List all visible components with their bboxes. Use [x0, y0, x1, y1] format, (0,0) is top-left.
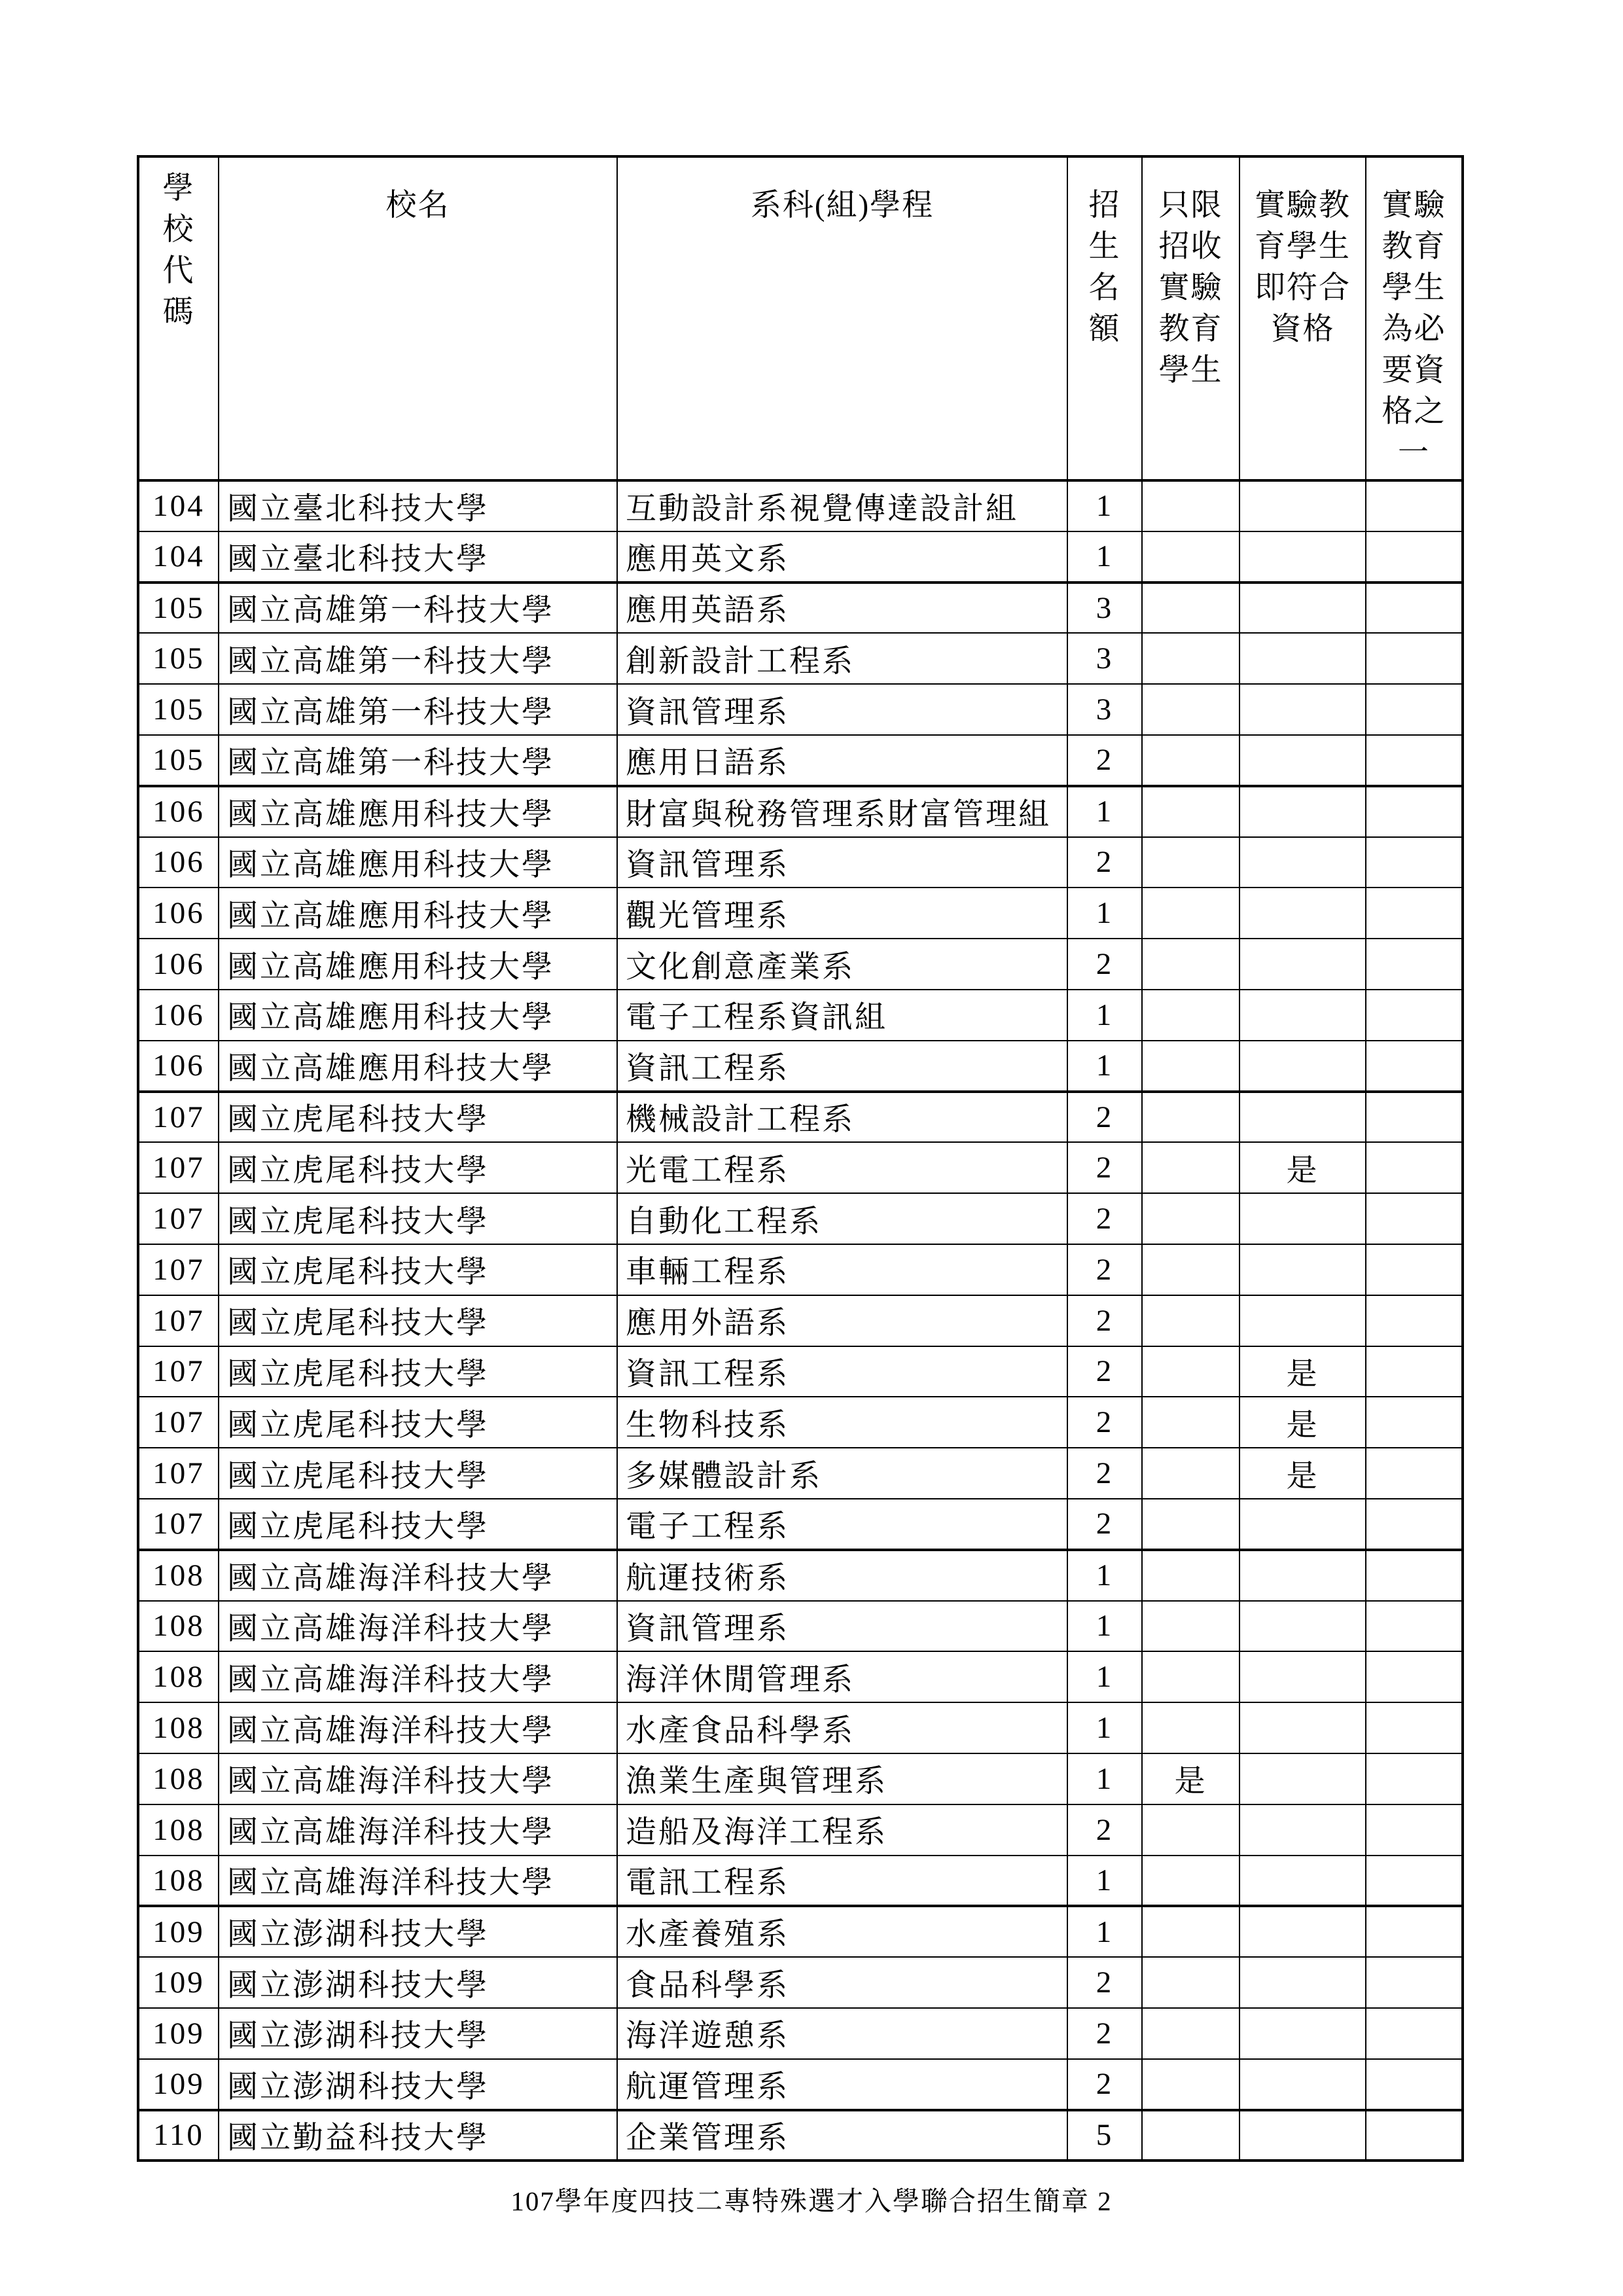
- cell-program: 資訊管理系: [617, 684, 1067, 735]
- cell-quota: 1: [1067, 786, 1142, 837]
- cell-school: 國立高雄應用科技大學: [219, 888, 617, 939]
- cell-exp-qualified: [1240, 1856, 1366, 1907]
- cell-exp-required: [1366, 735, 1463, 786]
- cell-exp-qualified: [1240, 1092, 1366, 1143]
- cell-code: 106: [138, 888, 219, 939]
- cell-exp-qualified: [1240, 1041, 1366, 1092]
- table-row: [138, 990, 1463, 1041]
- cell-exp-required: [1366, 684, 1463, 735]
- cell-only-exp: [1142, 1448, 1240, 1499]
- cell-only-exp: [1142, 1295, 1240, 1346]
- table-row: [138, 1651, 1463, 1702]
- cell-program: 資訊管理系: [617, 1601, 1067, 1652]
- cell-exp-required: [1366, 1346, 1463, 1397]
- cell-quota: 1: [1067, 1702, 1142, 1753]
- cell-exp-qualified: [1240, 1499, 1366, 1550]
- cell-only-exp: [1142, 837, 1240, 888]
- cell-exp-required: [1366, 1448, 1463, 1499]
- table-row: [138, 1244, 1463, 1295]
- cell-exp-qualified: [1240, 2008, 1366, 2059]
- cell-only-exp: [1142, 1499, 1240, 1550]
- cell-exp-qualified: [1240, 1550, 1366, 1601]
- table-row: [138, 1041, 1463, 1092]
- cell-quota: 2: [1067, 1499, 1142, 1550]
- cell-school: 國立高雄海洋科技大學: [219, 1601, 617, 1652]
- cell-exp-qualified: [1240, 1702, 1366, 1753]
- cell-exp-qualified: [1240, 1651, 1366, 1702]
- cell-code: 104: [138, 531, 219, 583]
- cell-quota: 2: [1067, 2008, 1142, 2059]
- header-school-code: 學校代碼: [138, 156, 219, 480]
- cell-program: 應用英語系: [617, 583, 1067, 634]
- cell-exp-qualified: [1240, 2110, 1366, 2161]
- cell-only-exp: [1142, 1651, 1240, 1702]
- header-experimental-required: 實驗教育學生為必要資格之一: [1366, 156, 1463, 480]
- cell-exp-required: [1366, 633, 1463, 684]
- table-row: [138, 1906, 1463, 1957]
- cell-only-exp: [1142, 633, 1240, 684]
- cell-quota: 1: [1067, 1651, 1142, 1702]
- cell-exp-qualified: [1240, 480, 1366, 531]
- cell-exp-qualified: [1240, 1906, 1366, 1957]
- cell-exp-required: [1366, 2110, 1463, 2161]
- cell-quota: 2: [1067, 2059, 1142, 2110]
- table-row: [138, 1856, 1463, 1907]
- cell-program: 文化創意產業系: [617, 939, 1067, 990]
- cell-only-exp: [1142, 786, 1240, 837]
- table-row: [138, 1397, 1463, 1448]
- table-row: [138, 1448, 1463, 1499]
- cell-quota: 1: [1067, 480, 1142, 531]
- table-row: [138, 1346, 1463, 1397]
- cell-school: 國立虎尾科技大學: [219, 1295, 617, 1346]
- table-row: [138, 1499, 1463, 1550]
- cell-exp-required: [1366, 939, 1463, 990]
- cell-school: 國立高雄海洋科技大學: [219, 1702, 617, 1753]
- cell-only-exp: [1142, 888, 1240, 939]
- table-row: [138, 939, 1463, 990]
- cell-program: 互動設計系視覺傳達設計組: [617, 480, 1067, 531]
- table-row: [138, 1702, 1463, 1753]
- cell-school: 國立澎湖科技大學: [219, 1957, 617, 2008]
- cell-school: 國立高雄海洋科技大學: [219, 1651, 617, 1702]
- cell-exp-qualified: [1240, 888, 1366, 939]
- cell-only-exp: [1142, 1702, 1240, 1753]
- cell-school: 國立高雄應用科技大學: [219, 837, 617, 888]
- cell-program: 海洋休閒管理系: [617, 1651, 1067, 1702]
- cell-code: 109: [138, 1906, 219, 1957]
- cell-only-exp: [1142, 1041, 1240, 1092]
- cell-only-exp: [1142, 684, 1240, 735]
- cell-exp-required: [1366, 1702, 1463, 1753]
- cell-exp-qualified: [1240, 1957, 1366, 2008]
- cell-code: 107: [138, 1397, 219, 1448]
- cell-program: 航運管理系: [617, 2059, 1067, 2110]
- cell-only-exp: [1142, 1601, 1240, 1652]
- cell-exp-qualified: [1240, 1295, 1366, 1346]
- cell-program: 生物科技系: [617, 1397, 1067, 1448]
- cell-school: 國立高雄應用科技大學: [219, 939, 617, 990]
- cell-exp-required: [1366, 1092, 1463, 1143]
- header-program: 系科(組)學程: [617, 156, 1067, 480]
- cell-school: 國立高雄第一科技大學: [219, 583, 617, 634]
- cell-only-exp: [1142, 1957, 1240, 2008]
- cell-only-exp: [1142, 1906, 1240, 1957]
- cell-quota: 1: [1067, 990, 1142, 1041]
- cell-exp-required: [1366, 480, 1463, 531]
- cell-program: 資訊工程系: [617, 1346, 1067, 1397]
- cell-only-exp: [1142, 583, 1240, 634]
- table-row: [138, 1957, 1463, 2008]
- cell-exp-required: [1366, 837, 1463, 888]
- cell-quota: 1: [1067, 531, 1142, 583]
- cell-quota: 3: [1067, 583, 1142, 634]
- cell-code: 105: [138, 684, 219, 735]
- cell-code: 109: [138, 2008, 219, 2059]
- table-row: [138, 531, 1463, 583]
- cell-program: 應用日語系: [617, 735, 1067, 786]
- cell-school: 國立高雄第一科技大學: [219, 684, 617, 735]
- cell-exp-qualified: 是: [1240, 1397, 1366, 1448]
- cell-exp-qualified: [1240, 633, 1366, 684]
- cell-program: 水產食品科學系: [617, 1702, 1067, 1753]
- cell-exp-qualified: [1240, 939, 1366, 990]
- cell-code: 110: [138, 2110, 219, 2161]
- cell-exp-required: [1366, 1295, 1463, 1346]
- cell-school: 國立高雄海洋科技大學: [219, 1753, 617, 1804]
- table-row: [138, 735, 1463, 786]
- table-row: [138, 1193, 1463, 1244]
- cell-quota: 2: [1067, 735, 1142, 786]
- cell-quota: 2: [1067, 1448, 1142, 1499]
- cell-exp-qualified: 是: [1240, 1142, 1366, 1193]
- cell-only-exp: [1142, 1092, 1240, 1143]
- cell-quota: 2: [1067, 939, 1142, 990]
- cell-code: 108: [138, 1651, 219, 1702]
- cell-code: 105: [138, 583, 219, 634]
- cell-quota: 2: [1067, 1244, 1142, 1295]
- table-row: [138, 2059, 1463, 2110]
- cell-only-exp: 是: [1142, 1753, 1240, 1804]
- cell-code: 108: [138, 1601, 219, 1652]
- cell-exp-required: [1366, 1804, 1463, 1856]
- cell-school: 國立臺北科技大學: [219, 480, 617, 531]
- cell-quota: 1: [1067, 1856, 1142, 1907]
- cell-only-exp: [1142, 2110, 1240, 2161]
- cell-school: 國立高雄海洋科技大學: [219, 1550, 617, 1601]
- cell-exp-required: [1366, 786, 1463, 837]
- cell-exp-qualified: [1240, 735, 1366, 786]
- cell-program: 水產養殖系: [617, 1906, 1067, 1957]
- cell-quota: 1: [1067, 1906, 1142, 1957]
- cell-program: 資訊管理系: [617, 837, 1067, 888]
- cell-quota: 2: [1067, 837, 1142, 888]
- table-row: [138, 1092, 1463, 1143]
- cell-program: 創新設計工程系: [617, 633, 1067, 684]
- cell-school: 國立勤益科技大學: [219, 2110, 617, 2161]
- cell-code: 107: [138, 1499, 219, 1550]
- cell-quota: 2: [1067, 1193, 1142, 1244]
- cell-school: 國立虎尾科技大學: [219, 1448, 617, 1499]
- cell-exp-qualified: [1240, 684, 1366, 735]
- cell-code: 109: [138, 2059, 219, 2110]
- cell-code: 107: [138, 1142, 219, 1193]
- cell-school: 國立高雄海洋科技大學: [219, 1804, 617, 1856]
- cell-program: 財富與稅務管理系財富管理組: [617, 786, 1067, 837]
- cell-exp-qualified: [1240, 583, 1366, 634]
- cell-program: 漁業生產與管理系: [617, 1753, 1067, 1804]
- table-row: [138, 2110, 1463, 2161]
- cell-quota: 1: [1067, 1753, 1142, 1804]
- table-row: [138, 2008, 1463, 2059]
- cell-quota: 3: [1067, 684, 1142, 735]
- table-row: [138, 583, 1463, 634]
- cell-code: 109: [138, 1957, 219, 2008]
- cell-exp-required: [1366, 1856, 1463, 1907]
- cell-program: 應用外語系: [617, 1295, 1067, 1346]
- cell-exp-qualified: [1240, 1804, 1366, 1856]
- cell-only-exp: [1142, 1397, 1240, 1448]
- cell-quota: 2: [1067, 1804, 1142, 1856]
- cell-quota: 5: [1067, 2110, 1142, 2161]
- cell-exp-required: [1366, 1397, 1463, 1448]
- cell-exp-qualified: 是: [1240, 1448, 1366, 1499]
- cell-exp-required: [1366, 1753, 1463, 1804]
- table-row: [138, 1295, 1463, 1346]
- cell-school: 國立澎湖科技大學: [219, 1906, 617, 1957]
- cell-exp-qualified: [1240, 1601, 1366, 1652]
- cell-quota: 2: [1067, 1346, 1142, 1397]
- header-row: [138, 156, 1463, 480]
- cell-school: 國立澎湖科技大學: [219, 2059, 617, 2110]
- cell-only-exp: [1142, 1346, 1240, 1397]
- cell-exp-qualified: [1240, 1244, 1366, 1295]
- header-quota: 招生名額: [1067, 156, 1142, 480]
- cell-program: 資訊工程系: [617, 1041, 1067, 1092]
- cell-program: 多媒體設計系: [617, 1448, 1067, 1499]
- cell-only-exp: [1142, 939, 1240, 990]
- cell-school: 國立虎尾科技大學: [219, 1346, 617, 1397]
- cell-program: 觀光管理系: [617, 888, 1067, 939]
- cell-code: 104: [138, 480, 219, 531]
- table-row: [138, 837, 1463, 888]
- cell-only-exp: [1142, 735, 1240, 786]
- cell-code: 106: [138, 939, 219, 990]
- cell-school: 國立虎尾科技大學: [219, 1244, 617, 1295]
- cell-quota: 1: [1067, 1550, 1142, 1601]
- cell-school: 國立虎尾科技大學: [219, 1397, 617, 1448]
- cell-school: 國立虎尾科技大學: [219, 1142, 617, 1193]
- cell-exp-required: [1366, 1193, 1463, 1244]
- cell-program: 電訊工程系: [617, 1856, 1067, 1907]
- cell-quota: 1: [1067, 1601, 1142, 1652]
- cell-school: 國立臺北科技大學: [219, 531, 617, 583]
- cell-exp-required: [1366, 1957, 1463, 2008]
- cell-school: 國立虎尾科技大學: [219, 1193, 617, 1244]
- cell-quota: 2: [1067, 1142, 1142, 1193]
- cell-program: 車輛工程系: [617, 1244, 1067, 1295]
- cell-program: 機械設計工程系: [617, 1092, 1067, 1143]
- table-row: [138, 1804, 1463, 1856]
- table-header: [138, 156, 1463, 480]
- cell-code: 107: [138, 1346, 219, 1397]
- cell-program: 光電工程系: [617, 1142, 1067, 1193]
- cell-code: 106: [138, 786, 219, 837]
- cell-code: 108: [138, 1550, 219, 1601]
- cell-exp-qualified: [1240, 837, 1366, 888]
- cell-quota: 1: [1067, 1041, 1142, 1092]
- cell-school: 國立虎尾科技大學: [219, 1092, 617, 1143]
- cell-only-exp: [1142, 2008, 1240, 2059]
- cell-exp-qualified: [1240, 2059, 1366, 2110]
- table-row: [138, 684, 1463, 735]
- cell-code: 107: [138, 1244, 219, 1295]
- cell-school: 國立高雄第一科技大學: [219, 633, 617, 684]
- admission-quota-table: [137, 155, 1464, 2162]
- table-row: [138, 1142, 1463, 1193]
- cell-code: 106: [138, 990, 219, 1041]
- cell-program: 自動化工程系: [617, 1193, 1067, 1244]
- cell-program: 企業管理系: [617, 2110, 1067, 2161]
- cell-school: 國立高雄應用科技大學: [219, 786, 617, 837]
- cell-school: 國立高雄應用科技大學: [219, 990, 617, 1041]
- cell-exp-required: [1366, 2059, 1463, 2110]
- cell-code: 106: [138, 837, 219, 888]
- cell-school: 國立虎尾科技大學: [219, 1499, 617, 1550]
- cell-program: 食品科學系: [617, 1957, 1067, 2008]
- cell-exp-required: [1366, 1041, 1463, 1092]
- header-experimental-qualified: 實驗教育學生即符合資格: [1240, 156, 1366, 480]
- cell-code: 107: [138, 1448, 219, 1499]
- cell-exp-qualified: 是: [1240, 1346, 1366, 1397]
- cell-program: 應用英文系: [617, 531, 1067, 583]
- cell-program: 電子工程系資訊組: [617, 990, 1067, 1041]
- cell-exp-required: [1366, 1601, 1463, 1652]
- cell-school: 國立高雄應用科技大學: [219, 1041, 617, 1092]
- cell-school: 國立高雄第一科技大學: [219, 735, 617, 786]
- cell-quota: 3: [1067, 633, 1142, 684]
- table-row: [138, 786, 1463, 837]
- cell-only-exp: [1142, 990, 1240, 1041]
- cell-code: 108: [138, 1856, 219, 1907]
- cell-only-exp: [1142, 531, 1240, 583]
- cell-quota: 2: [1067, 1295, 1142, 1346]
- cell-exp-qualified: [1240, 531, 1366, 583]
- cell-exp-required: [1366, 1651, 1463, 1702]
- cell-exp-required: [1366, 1906, 1463, 1957]
- cell-only-exp: [1142, 1550, 1240, 1601]
- cell-only-exp: [1142, 1193, 1240, 1244]
- cell-only-exp: [1142, 480, 1240, 531]
- cell-exp-qualified: [1240, 1193, 1366, 1244]
- cell-quota: 2: [1067, 1397, 1142, 1448]
- cell-code: 106: [138, 1041, 219, 1092]
- cell-exp-required: [1366, 1499, 1463, 1550]
- header-school-name: 校名: [219, 156, 617, 480]
- cell-exp-required: [1366, 531, 1463, 583]
- table-row: [138, 633, 1463, 684]
- cell-exp-required: [1366, 1550, 1463, 1601]
- cell-school: 國立澎湖科技大學: [219, 2008, 617, 2059]
- cell-school: 國立高雄海洋科技大學: [219, 1856, 617, 1907]
- cell-quota: 1: [1067, 888, 1142, 939]
- page-footer: 107學年度四技二專特殊選才入學聯合招生簡章 2: [510, 2186, 1113, 2216]
- cell-exp-required: [1366, 1142, 1463, 1193]
- cell-only-exp: [1142, 1142, 1240, 1193]
- cell-code: 105: [138, 735, 219, 786]
- cell-only-exp: [1142, 1856, 1240, 1907]
- table-row: [138, 888, 1463, 939]
- cell-quota: 2: [1067, 1092, 1142, 1143]
- cell-code: 108: [138, 1804, 219, 1856]
- cell-exp-required: [1366, 2008, 1463, 2059]
- cell-program: 海洋遊憩系: [617, 2008, 1067, 2059]
- header-only-experimental: 只限招收實驗教育學生: [1142, 156, 1240, 480]
- cell-exp-qualified: [1240, 1753, 1366, 1804]
- cell-only-exp: [1142, 1804, 1240, 1856]
- cell-code: 108: [138, 1702, 219, 1753]
- cell-program: 航運技術系: [617, 1550, 1067, 1601]
- cell-exp-required: [1366, 583, 1463, 634]
- cell-quota: 2: [1067, 1957, 1142, 2008]
- cell-code: 108: [138, 1753, 219, 1804]
- table-row: [138, 1601, 1463, 1652]
- cell-code: 107: [138, 1092, 219, 1143]
- table-body: [138, 480, 1463, 2161]
- cell-exp-required: [1366, 1244, 1463, 1295]
- cell-program: 造船及海洋工程系: [617, 1804, 1067, 1856]
- cell-only-exp: [1142, 1244, 1240, 1295]
- table-row: [138, 480, 1463, 531]
- cell-program: 電子工程系: [617, 1499, 1067, 1550]
- table-row: [138, 1550, 1463, 1601]
- cell-code: 105: [138, 633, 219, 684]
- cell-exp-qualified: [1240, 786, 1366, 837]
- table-row: [138, 1753, 1463, 1804]
- cell-exp-required: [1366, 990, 1463, 1041]
- cell-exp-qualified: [1240, 990, 1366, 1041]
- cell-code: 107: [138, 1193, 219, 1244]
- cell-code: 107: [138, 1295, 219, 1346]
- cell-only-exp: [1142, 2059, 1240, 2110]
- cell-exp-required: [1366, 888, 1463, 939]
